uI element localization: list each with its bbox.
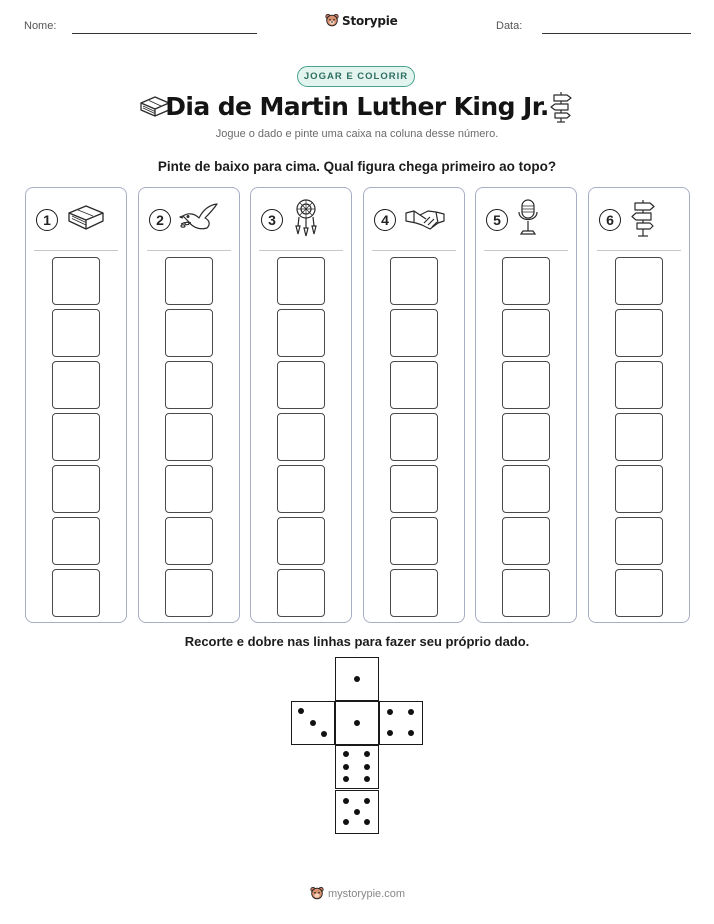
bear-mascot-icon <box>310 886 324 901</box>
die-pip <box>387 709 393 715</box>
column-number: 1 <box>36 209 58 231</box>
color-box[interactable] <box>165 361 213 409</box>
footer <box>310 886 405 901</box>
column-number: 4 <box>374 209 396 231</box>
column-number: 5 <box>486 209 508 231</box>
die-pip <box>364 776 370 782</box>
die-pip <box>364 819 370 825</box>
bear-mascot-icon <box>325 13 339 28</box>
column-6 <box>588 187 690 623</box>
die-pip <box>343 798 349 804</box>
color-box[interactable] <box>277 309 325 357</box>
column-divider <box>372 250 456 251</box>
die-pip <box>408 730 414 736</box>
signpost-icon <box>629 198 657 243</box>
date-label: Data: <box>496 20 523 32</box>
column-divider <box>147 250 231 251</box>
color-box[interactable] <box>502 569 550 617</box>
color-box[interactable] <box>277 517 325 565</box>
color-box[interactable] <box>277 569 325 617</box>
column-header <box>374 200 446 240</box>
color-box[interactable] <box>52 569 100 617</box>
column-divider <box>34 250 118 251</box>
dove-icon <box>179 202 221 239</box>
color-box[interactable] <box>615 569 663 617</box>
date-line[interactable] <box>542 33 691 34</box>
die-pip <box>321 731 327 737</box>
column-4 <box>363 187 465 623</box>
die-face-1 <box>335 657 379 701</box>
color-box[interactable] <box>390 413 438 461</box>
die-face-6 <box>335 745 379 789</box>
color-box[interactable] <box>165 569 213 617</box>
column-3 <box>250 187 352 623</box>
color-box[interactable] <box>615 361 663 409</box>
brand-name: Storypie <box>342 13 398 28</box>
color-box[interactable] <box>52 361 100 409</box>
color-box[interactable] <box>615 517 663 565</box>
color-box[interactable] <box>615 413 663 461</box>
color-box[interactable] <box>615 309 663 357</box>
name-label: Nome: <box>24 20 57 32</box>
color-box[interactable] <box>502 517 550 565</box>
coloring-instruction: Pinte de baixo para cima. Qual figura chega primeiro ao topo? <box>157 159 557 174</box>
column-header <box>261 200 321 240</box>
die-pip <box>343 751 349 757</box>
die-pip <box>298 708 304 714</box>
die-pip <box>343 819 349 825</box>
die-pip <box>354 809 360 815</box>
die-pip <box>343 776 349 782</box>
die-pip <box>343 764 349 770</box>
color-box[interactable] <box>52 413 100 461</box>
color-box[interactable] <box>165 413 213 461</box>
color-box[interactable] <box>502 413 550 461</box>
color-box[interactable] <box>390 569 438 617</box>
activity-badge: JOGAR E COLORIR <box>297 66 415 87</box>
column-5 <box>475 187 577 623</box>
color-box[interactable] <box>52 517 100 565</box>
column-1 <box>25 187 127 623</box>
die-face-4 <box>379 701 423 745</box>
color-box[interactable] <box>52 257 100 305</box>
color-box[interactable] <box>390 465 438 513</box>
column-header <box>36 200 106 240</box>
storypie-logo <box>325 13 398 28</box>
color-box[interactable] <box>390 257 438 305</box>
color-box[interactable] <box>502 465 550 513</box>
color-box[interactable] <box>390 361 438 409</box>
page-title: Dia de Martin Luther King Jr. <box>165 92 549 121</box>
die-face-1 <box>335 701 379 745</box>
color-box[interactable] <box>502 309 550 357</box>
color-box[interactable] <box>502 257 550 305</box>
color-box[interactable] <box>277 257 325 305</box>
die-pip <box>408 709 414 715</box>
column-number: 3 <box>261 209 283 231</box>
handshake-icon <box>404 203 446 238</box>
color-box[interactable] <box>52 465 100 513</box>
color-box[interactable] <box>502 361 550 409</box>
color-box[interactable] <box>165 309 213 357</box>
die-pip <box>310 720 316 726</box>
dreamcatcher-icon <box>291 198 321 243</box>
die-pip <box>354 720 360 726</box>
microphone-icon <box>516 198 540 243</box>
signpost-icon <box>548 90 574 124</box>
page-subtitle: Jogue o dado e pinte uma caixa na coluna desse número. <box>215 128 499 140</box>
column-header <box>486 200 540 240</box>
color-box[interactable] <box>277 465 325 513</box>
footer-url: mystorypie.com <box>328 887 406 900</box>
column-divider <box>484 250 568 251</box>
column-number: 6 <box>599 209 621 231</box>
column-header <box>149 200 221 240</box>
color-box[interactable] <box>165 257 213 305</box>
die-pip <box>364 798 370 804</box>
color-box[interactable] <box>390 517 438 565</box>
die-face-3 <box>291 701 335 745</box>
die-pip <box>364 751 370 757</box>
name-line[interactable] <box>72 33 257 34</box>
cut-instruction: Recorte e dobre nas linhas para fazer seu próprio dado. <box>184 634 530 649</box>
color-box[interactable] <box>615 465 663 513</box>
die-pip <box>364 764 370 770</box>
column-header <box>599 200 657 240</box>
color-box[interactable] <box>390 309 438 357</box>
die-face-5 <box>335 790 379 834</box>
color-box[interactable] <box>165 517 213 565</box>
column-2 <box>138 187 240 623</box>
die-pip <box>387 730 393 736</box>
color-box[interactable] <box>165 465 213 513</box>
die-pip <box>354 676 360 682</box>
column-number: 2 <box>149 209 171 231</box>
color-box[interactable] <box>52 309 100 357</box>
column-divider <box>597 250 681 251</box>
color-box[interactable] <box>277 361 325 409</box>
color-box[interactable] <box>615 257 663 305</box>
column-divider <box>259 250 343 251</box>
book-icon <box>66 203 106 238</box>
color-box[interactable] <box>277 413 325 461</box>
